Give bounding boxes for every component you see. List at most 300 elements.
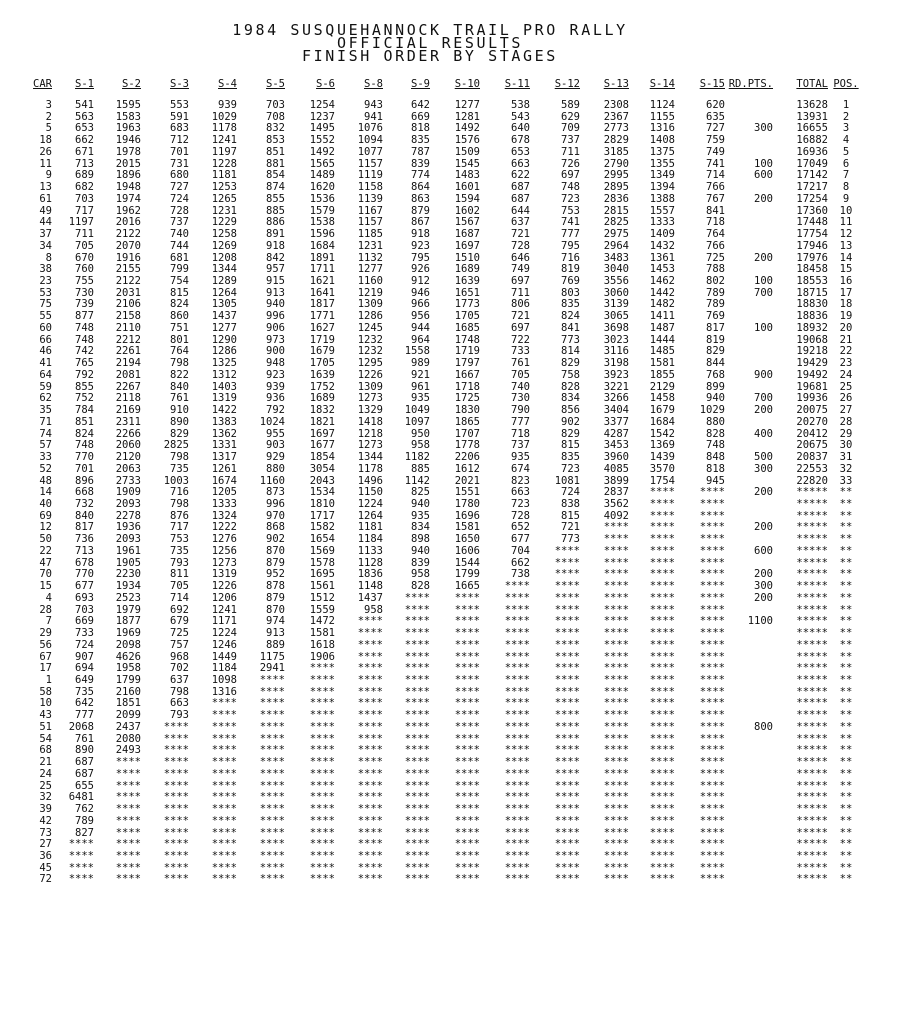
table-cell: 761 bbox=[75, 733, 94, 745]
table-cell: 996 bbox=[266, 498, 285, 510]
table-cell: **** bbox=[699, 557, 725, 569]
table-cell: 23 bbox=[839, 358, 853, 370]
table-cell: 689 bbox=[75, 170, 94, 182]
table-cell: 18932 bbox=[796, 322, 828, 334]
table-row bbox=[28, 276, 864, 288]
table-cell: 1128 bbox=[357, 557, 383, 569]
table-cell bbox=[725, 206, 773, 218]
table-cell: **** bbox=[699, 628, 725, 640]
table-cell: 868 bbox=[266, 522, 285, 534]
table-cell: 773 bbox=[561, 534, 580, 546]
table-cell: 1432 bbox=[649, 240, 675, 252]
table-cell: 880 bbox=[266, 463, 285, 475]
table-cell: 1718 bbox=[454, 381, 480, 393]
header-row bbox=[28, 78, 864, 100]
table-cell: 912 bbox=[411, 276, 430, 288]
table-cell: ***** bbox=[796, 557, 828, 569]
table-cell: **** bbox=[357, 686, 383, 698]
table-cell: **** bbox=[404, 874, 430, 886]
table-cell: **** bbox=[504, 874, 530, 886]
table-cell: 1684 bbox=[649, 416, 675, 428]
table-cell bbox=[725, 663, 773, 675]
table-cell: 725 bbox=[706, 252, 725, 264]
table-cell: 33 bbox=[839, 475, 853, 487]
table-cell: **** bbox=[404, 592, 430, 604]
table-cell: 890 bbox=[170, 416, 189, 428]
table-row bbox=[28, 112, 864, 124]
table-cell: 753 bbox=[561, 205, 580, 217]
table-cell: 1160 bbox=[357, 276, 383, 288]
table-row bbox=[28, 440, 864, 452]
table-cell: 703 bbox=[75, 604, 94, 616]
table-cell: 996 bbox=[266, 311, 285, 323]
table-cell: 828 bbox=[561, 381, 580, 393]
table-cell: ** bbox=[839, 510, 853, 522]
table-cell: **** bbox=[554, 827, 580, 839]
table-cell: **** bbox=[163, 757, 189, 769]
table-cell: 948 bbox=[266, 358, 285, 370]
table-cell: 27 bbox=[839, 405, 853, 417]
table-cell: 655 bbox=[75, 780, 94, 792]
table-cell: 2098 bbox=[115, 639, 141, 651]
table-cell: **** bbox=[454, 757, 480, 769]
table-cell: 1569 bbox=[309, 545, 335, 557]
table-cell: 703 bbox=[266, 100, 285, 111]
table-cell: **** bbox=[357, 851, 383, 862]
table-cell: 1582 bbox=[309, 522, 335, 534]
table-cell: **** bbox=[699, 862, 725, 874]
table-cell: 844 bbox=[706, 358, 725, 370]
table-cell: 62 bbox=[39, 393, 52, 405]
table-cell: **** bbox=[603, 827, 629, 839]
table-cell: **** bbox=[211, 827, 237, 839]
table-cell: 20270 bbox=[796, 416, 828, 428]
table-cell: 856 bbox=[561, 405, 580, 417]
table-cell: **** bbox=[454, 862, 480, 874]
table-cell: **** bbox=[603, 522, 629, 534]
table-cell: 1594 bbox=[454, 193, 480, 205]
table-cell: 17142 bbox=[796, 170, 828, 182]
table-cell: **** bbox=[649, 815, 675, 827]
table-cell: 1916 bbox=[115, 252, 141, 264]
table-cell: 662 bbox=[75, 135, 94, 147]
table-cell: 795 bbox=[561, 240, 580, 252]
table-cell: 3198 bbox=[603, 358, 629, 370]
table-cell: 918 bbox=[266, 240, 285, 252]
table-cell: 798 bbox=[170, 686, 189, 698]
table-row bbox=[28, 206, 864, 218]
table-cell: **** bbox=[649, 639, 675, 651]
results-table bbox=[28, 78, 864, 886]
table-cell: 1205 bbox=[211, 487, 237, 499]
table-row bbox=[28, 581, 864, 593]
table-cell: 842 bbox=[266, 252, 285, 264]
table-cell: 1264 bbox=[211, 287, 237, 299]
table-cell: 2068 bbox=[68, 721, 94, 733]
table-cell: **** bbox=[554, 804, 580, 816]
table-row bbox=[28, 605, 864, 617]
table-cell: **** bbox=[554, 569, 580, 581]
table-cell: 2829 bbox=[603, 135, 629, 147]
table-cell: 671 bbox=[75, 146, 94, 158]
table-cell: **** bbox=[163, 851, 189, 862]
table-cell: 713 bbox=[75, 545, 94, 557]
table-cell: 1029 bbox=[211, 111, 237, 123]
table-cell: 1601 bbox=[454, 182, 480, 194]
table-cell: **** bbox=[163, 839, 189, 851]
table-cell: 12 bbox=[39, 522, 52, 534]
table-cell bbox=[725, 710, 773, 722]
table-cell: 1544 bbox=[454, 557, 480, 569]
table-cell: 711 bbox=[561, 146, 580, 158]
table-cell: 1832 bbox=[309, 405, 335, 417]
table-row bbox=[28, 253, 864, 265]
column-header: S-13 bbox=[603, 78, 629, 90]
table-cell: 54 bbox=[39, 733, 52, 745]
table-cell: 1752 bbox=[309, 381, 335, 393]
table-cell bbox=[725, 769, 773, 781]
table-cell: **** bbox=[115, 874, 141, 886]
table-cell: 1689 bbox=[309, 393, 335, 405]
table-cell: 1650 bbox=[454, 534, 480, 546]
column-header: POS. bbox=[833, 78, 859, 90]
table-cell: **** bbox=[357, 792, 383, 804]
table-cell: 727 bbox=[706, 123, 725, 135]
table-cell: **** bbox=[504, 733, 530, 745]
table-cell: 3562 bbox=[603, 498, 629, 510]
table-cell: 4626 bbox=[115, 651, 141, 663]
table-cell: 47 bbox=[39, 557, 52, 569]
table-cell: 825 bbox=[411, 487, 430, 499]
table-cell: 2 bbox=[842, 111, 850, 123]
table-cell: 742 bbox=[75, 346, 94, 358]
table-cell bbox=[725, 241, 773, 253]
table-cell: 1309 bbox=[357, 299, 383, 311]
table-cell: 941 bbox=[364, 111, 383, 123]
table-cell: 29 bbox=[39, 628, 52, 640]
table-cell: 935 bbox=[411, 510, 430, 522]
table-cell: 1344 bbox=[357, 452, 383, 464]
table-cell: 1226 bbox=[211, 581, 237, 593]
table-cell: 913 bbox=[266, 628, 285, 640]
table-row bbox=[28, 757, 864, 769]
table-cell: 1224 bbox=[357, 498, 383, 510]
table-cell: 721 bbox=[561, 522, 580, 534]
table-cell: **** bbox=[504, 639, 530, 651]
table-cell: 705 bbox=[75, 240, 94, 252]
table-cell: ** bbox=[839, 498, 853, 510]
table-cell: 2021 bbox=[454, 475, 480, 487]
table-cell: 738 bbox=[511, 569, 530, 581]
table-cell: 1581 bbox=[309, 628, 335, 640]
table-cell: 200 bbox=[754, 569, 773, 581]
table-cell: 944 bbox=[411, 322, 430, 334]
table-cell: 553 bbox=[170, 100, 189, 111]
table-cell: 1936 bbox=[115, 522, 141, 534]
table-cell: 1509 bbox=[454, 146, 480, 158]
table-cell: 3060 bbox=[603, 287, 629, 299]
table-cell: 20 bbox=[839, 322, 853, 334]
table-cell: 1595 bbox=[115, 100, 141, 111]
table-cell: 973 bbox=[266, 334, 285, 346]
table-cell bbox=[725, 311, 773, 323]
table-cell: 21 bbox=[39, 757, 52, 769]
table-cell: 2129 bbox=[649, 381, 675, 393]
table-cell: 870 bbox=[266, 545, 285, 557]
table-cell: 724 bbox=[75, 639, 94, 651]
table-row bbox=[28, 311, 864, 323]
table-cell: 1485 bbox=[649, 346, 675, 358]
table-cell: 1687 bbox=[454, 229, 480, 241]
table-cell: **** bbox=[404, 862, 430, 874]
table-cell: **** bbox=[603, 733, 629, 745]
table-cell: **** bbox=[603, 557, 629, 569]
table-cell: 24 bbox=[39, 768, 52, 780]
table-cell: 828 bbox=[411, 581, 430, 593]
table-cell: **** bbox=[309, 862, 335, 874]
table-cell: **** bbox=[309, 827, 335, 839]
table-cell: 1094 bbox=[357, 135, 383, 147]
table-cell: 18553 bbox=[796, 276, 828, 288]
table-cell: 1487 bbox=[649, 322, 675, 334]
table-cell: **** bbox=[454, 698, 480, 710]
table-cell: **** bbox=[649, 792, 675, 804]
table-cell: 1674 bbox=[211, 475, 237, 487]
table-cell: 1542 bbox=[649, 428, 675, 440]
table-cell: 2367 bbox=[603, 111, 629, 123]
table-cell: **** bbox=[259, 710, 285, 722]
table-cell: 737 bbox=[511, 440, 530, 452]
table-cell: ***** bbox=[796, 534, 828, 546]
table-cell bbox=[725, 499, 773, 511]
table-cell: ***** bbox=[796, 604, 828, 616]
table-cell: 687 bbox=[511, 182, 530, 194]
table-cell: ***** bbox=[796, 663, 828, 675]
table-cell: 958 bbox=[364, 604, 383, 616]
table-cell: 929 bbox=[266, 452, 285, 464]
table-cell: 44 bbox=[39, 217, 52, 229]
table-cell: **** bbox=[404, 733, 430, 745]
table-cell: 1157 bbox=[357, 158, 383, 170]
table-row bbox=[28, 217, 864, 229]
table-cell: 19681 bbox=[796, 381, 828, 393]
table-cell: **** bbox=[603, 710, 629, 722]
table-cell: 2837 bbox=[603, 487, 629, 499]
table-cell: **** bbox=[649, 569, 675, 581]
table-cell bbox=[725, 147, 773, 159]
table-cell: ***** bbox=[796, 721, 828, 733]
table-cell: **** bbox=[211, 780, 237, 792]
table-cell bbox=[725, 382, 773, 394]
table-cell: **** bbox=[357, 745, 383, 757]
table-cell: 14 bbox=[39, 487, 52, 499]
table-cell: ** bbox=[839, 757, 853, 769]
table-cell: 718 bbox=[511, 428, 530, 440]
table-cell: 2836 bbox=[603, 193, 629, 205]
table-cell: 921 bbox=[411, 369, 430, 381]
table-cell: 1896 bbox=[115, 170, 141, 182]
table-cell: **** bbox=[699, 710, 725, 722]
table-cell: **** bbox=[68, 862, 94, 874]
table-cell: 940 bbox=[411, 498, 430, 510]
table-cell: 1496 bbox=[357, 475, 383, 487]
table-cell bbox=[725, 358, 773, 370]
table-cell: **** bbox=[309, 768, 335, 780]
table-cell: 902 bbox=[561, 416, 580, 428]
table-cell: 2093 bbox=[115, 498, 141, 510]
table-cell: 200 bbox=[754, 193, 773, 205]
table-cell: **** bbox=[259, 674, 285, 686]
table-cell: **** bbox=[603, 745, 629, 757]
column-header: S-14 bbox=[649, 78, 675, 90]
column-header: S-8 bbox=[364, 78, 383, 90]
table-cell: 939 bbox=[218, 100, 237, 111]
table-cell bbox=[725, 874, 773, 886]
table-cell: **** bbox=[259, 874, 285, 886]
table-cell: **** bbox=[211, 745, 237, 757]
table-cell: 1705 bbox=[454, 311, 480, 323]
table-cell: ** bbox=[839, 639, 853, 651]
table-cell: 20075 bbox=[796, 405, 828, 417]
table-row bbox=[28, 393, 864, 405]
table-cell: **** bbox=[603, 628, 629, 640]
table-cell: **** bbox=[504, 745, 530, 757]
table-row bbox=[28, 194, 864, 206]
table-cell: **** bbox=[309, 839, 335, 851]
table-cell: 2212 bbox=[115, 334, 141, 346]
table-cell: **** bbox=[603, 698, 629, 710]
table-cell: 723 bbox=[511, 498, 530, 510]
table-cell: **** bbox=[259, 862, 285, 874]
table-cell: **** bbox=[404, 804, 430, 816]
table-cell: **** bbox=[649, 674, 675, 686]
table-cell: **** bbox=[554, 639, 580, 651]
table-cell: 670 bbox=[75, 252, 94, 264]
table-cell: ***** bbox=[796, 522, 828, 534]
table-cell: **** bbox=[357, 768, 383, 780]
table-cell: ** bbox=[839, 581, 853, 593]
table-cell: ** bbox=[839, 628, 853, 640]
table-cell: 20412 bbox=[796, 428, 828, 440]
table-cell: 1579 bbox=[309, 205, 335, 217]
table-cell: 1349 bbox=[649, 170, 675, 182]
table-cell: 2120 bbox=[115, 452, 141, 464]
table-cell: 766 bbox=[706, 182, 725, 194]
table-cell: 1748 bbox=[454, 334, 480, 346]
table-cell: 18 bbox=[839, 299, 853, 311]
table-cell: 37 bbox=[39, 229, 52, 241]
table-cell: 2825 bbox=[163, 440, 189, 452]
table-cell: **** bbox=[259, 804, 285, 816]
table-cell: 2493 bbox=[115, 745, 141, 757]
table-cell: 22 bbox=[839, 346, 853, 358]
table-cell: 848 bbox=[706, 452, 725, 464]
table-cell: ***** bbox=[796, 815, 828, 827]
table-cell: 2995 bbox=[603, 170, 629, 182]
table-cell: 1576 bbox=[454, 135, 480, 147]
table-cell: 731 bbox=[170, 158, 189, 170]
table-row bbox=[28, 170, 864, 182]
table-cell: **** bbox=[211, 698, 237, 710]
table-cell: 683 bbox=[170, 123, 189, 135]
table-cell: **** bbox=[699, 498, 725, 510]
table-cell: 876 bbox=[170, 510, 189, 522]
table-cell: 19936 bbox=[796, 393, 828, 405]
table-cell: **** bbox=[603, 651, 629, 663]
table-cell: 701 bbox=[75, 463, 94, 475]
table-cell: 1269 bbox=[211, 240, 237, 252]
table-cell: **** bbox=[699, 733, 725, 745]
table-cell: **** bbox=[699, 686, 725, 698]
table-cell: **** bbox=[603, 616, 629, 628]
table-cell: ** bbox=[839, 721, 853, 733]
table-cell: 788 bbox=[706, 264, 725, 276]
table-cell: 725 bbox=[170, 628, 189, 640]
table-cell: 2523 bbox=[115, 592, 141, 604]
table-cell: 1226 bbox=[357, 369, 383, 381]
table-cell: 815 bbox=[561, 440, 580, 452]
table-cell: 9 bbox=[45, 170, 52, 182]
table-cell: 1963 bbox=[115, 123, 141, 135]
table-cell: **** bbox=[699, 745, 725, 757]
table-cell: 3453 bbox=[603, 440, 629, 452]
table-cell: 67 bbox=[39, 651, 52, 663]
table-cell: **** bbox=[357, 827, 383, 839]
table-cell: 1561 bbox=[309, 581, 335, 593]
table-cell: 1444 bbox=[649, 334, 675, 346]
table-cell: 2975 bbox=[603, 229, 629, 241]
table-cell: 717 bbox=[75, 205, 94, 217]
table-row bbox=[28, 452, 864, 464]
table-cell: 3556 bbox=[603, 276, 629, 288]
table-cell: 818 bbox=[411, 123, 430, 135]
table-cell: 1817 bbox=[309, 299, 335, 311]
table-cell: 27 bbox=[39, 839, 52, 851]
table-cell: 773 bbox=[561, 334, 580, 346]
table-cell: 748 bbox=[75, 334, 94, 346]
table-cell: 1281 bbox=[454, 111, 480, 123]
table-cell bbox=[725, 299, 773, 311]
table-cell: 952 bbox=[266, 569, 285, 581]
table-cell: 1181 bbox=[211, 170, 237, 182]
table-cell: 1237 bbox=[309, 111, 335, 123]
table-cell: **** bbox=[404, 815, 430, 827]
table-cell: **** bbox=[404, 851, 430, 862]
table-cell: **** bbox=[699, 698, 725, 710]
table-cell: **** bbox=[357, 757, 383, 769]
table-cell: 703 bbox=[75, 193, 94, 205]
table-cell: 12 bbox=[839, 229, 853, 241]
table-cell: **** bbox=[603, 792, 629, 804]
table-cell: 653 bbox=[75, 123, 94, 135]
table-row bbox=[28, 792, 864, 804]
table-row bbox=[28, 123, 864, 135]
table-cell: ** bbox=[839, 815, 853, 827]
table-cell bbox=[725, 182, 773, 194]
table-cell bbox=[725, 640, 773, 652]
table-cell: **** bbox=[357, 721, 383, 733]
table-cell: **** bbox=[603, 604, 629, 616]
table-cell: 56 bbox=[39, 639, 52, 651]
table-cell: **** bbox=[404, 674, 430, 686]
table-cell: 637 bbox=[511, 217, 530, 229]
table-cell: 18715 bbox=[796, 287, 828, 299]
table-cell: 21 bbox=[839, 334, 853, 346]
table-cell: 1717 bbox=[309, 510, 335, 522]
table-cell: **** bbox=[454, 592, 480, 604]
table-cell: 864 bbox=[411, 182, 430, 194]
table-cell: 64 bbox=[39, 369, 52, 381]
